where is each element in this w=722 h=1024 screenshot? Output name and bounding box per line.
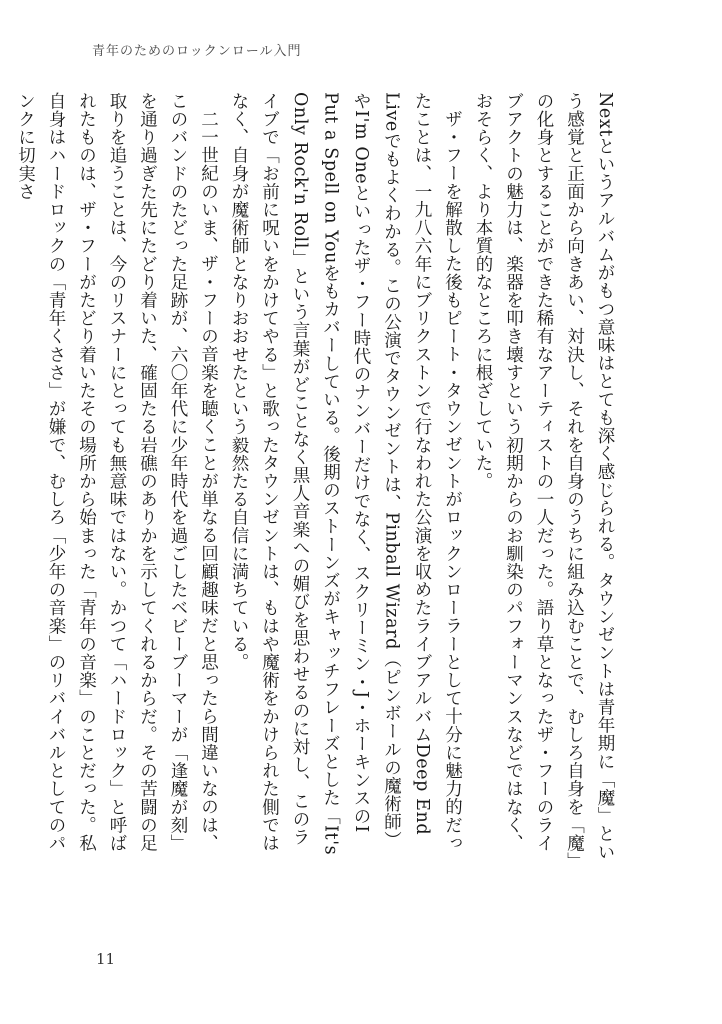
paragraph: Nextというアルバムがもつ意味はとても深く感じられる。タウンゼントは青年期に「魔」という感覚と正面から向きあい、対決し、それを自身のうちに組み込むことで、むしろ自身を「魔」の化身とすることができた稀有なアーティストの一人だった。語り草となったザ・フーのライブアクトの魅力は、楽器を叩き壊すという初期からのお馴染のパフォーマンスなどではなく、おそらく、より本質的なところに根ざしていた。 xyxy=(473,92,615,862)
running-head: 青年のためのロックンロール入門 xyxy=(92,44,302,59)
paragraph: ザ・フーを解散した後もピート・タウンゼントがロックンローラーとして十分に魅力的だったことは、一九八六年にブリクストンで行なわれた公演を収めたライブアルバムDeep End Liveでもよくわかる。この公演でタウンゼントは、Pinball Wizard（ピンボールの魔術師）やI'm Oneといったザ・フー時代のナンバーだけでなく、スクリーミン・J・ホーキンスのI Put a Spell on Youをもカバーしている。後期のストーンズがキャッチフレーズとした「It's Only Rock'n Roll」という言葉がどことなく黒人音楽への媚びを思わせるのに対し、このライブで「お前に呪いをかけてやる」と歌ったタウンゼントは、もはや魔術をかけられた側ではなく、自身が魔術師となりおおせたという毅然たる自信に満ちている。 xyxy=(229,92,463,856)
page-number: 11 xyxy=(96,950,116,968)
body-text xyxy=(15,92,620,862)
paragraph: 二一世紀のいま、ザ・フーの音楽を聴くことが単なる回顧趣味だと思ったら間違いなのは、このバンドのたどった足跡が、六〇年代に少年時代を過ごしたベビーブーマーが「逢魔が刻」を通り過ぎた先にたどり着いた、確固たる岩礁のありかを示してくれるからだ。その苦闘の足取りを追うことは、今のリスナーにとっても無意味ではない。かつて「ハードロック」と呼ばれたものは、ザ・フーがたどり着いたその場所から始まった「青年の音楽」のことだった。私自身はハードロックの「青年くささ」が嫌で、むしろ「少年の音楽」のリバイバルとしてのパンクに切実さ xyxy=(15,92,219,853)
